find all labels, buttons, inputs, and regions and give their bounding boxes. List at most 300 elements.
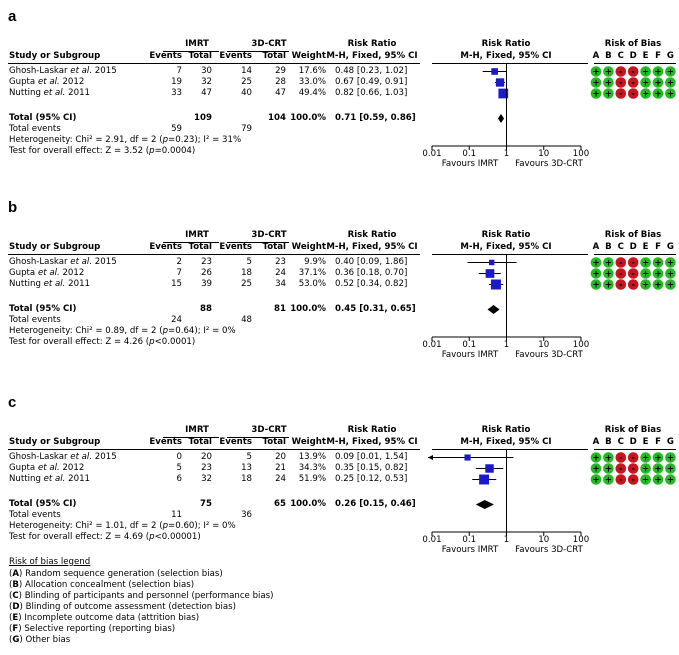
total-label: Total (95% CI) (9, 499, 77, 509)
study-author: Ghosh-Laskar (9, 452, 68, 462)
study-name (9, 279, 90, 290)
axis-tick-label: 0.01 (422, 535, 442, 545)
events-cell: 0 (176, 452, 182, 462)
effect-square (491, 279, 501, 289)
bias-symbol: + (604, 258, 612, 269)
ci-cell: 0.52 [0.34, 0.82] (335, 279, 408, 289)
header-rule (8, 449, 420, 450)
legend-text: Allocation concealment (selection bias) (25, 580, 195, 590)
stat-text: <0.00001) (154, 532, 201, 542)
stat-p: p (162, 135, 169, 145)
events-cell: 18 (241, 474, 252, 484)
axis-tick-label: 1 (503, 535, 510, 545)
header-rule (594, 449, 676, 450)
events-header: Events (149, 51, 182, 61)
legend-text: Incomplete outcome data (attrition bias) (24, 613, 200, 623)
pooled-diamond (476, 500, 494, 509)
total-events-label: Total events (9, 124, 61, 134)
legend-text: Other bias (25, 635, 71, 645)
axis-tick-label: 1 (503, 149, 510, 159)
study-author: Nutting (9, 279, 41, 289)
header-rule (432, 449, 588, 450)
axis-tick-label: 100 (572, 535, 590, 545)
ci-cell: 0.48 [0.23, 1.02] (335, 66, 408, 76)
study-etal: et al. (37, 463, 60, 473)
legend-title: Risk of bias legend (9, 557, 91, 567)
total-cell: 32 (201, 77, 212, 87)
events-cell: 25 (241, 77, 252, 87)
stat-text: <0.0001) (154, 337, 196, 347)
study-year: 2012 (62, 268, 85, 278)
header-rule (8, 254, 420, 255)
study-name (9, 452, 117, 463)
bias-symbol: + (592, 269, 600, 280)
group1-header: IMRT (185, 39, 209, 49)
bias-symbol: + (666, 269, 674, 280)
panel-letter: a (8, 8, 17, 25)
bias-symbol: + (642, 464, 650, 475)
total-weight: 100.0% (290, 304, 326, 314)
bias-letter-header: E (642, 242, 649, 252)
stat-text: Test for overall effect: Z = 4.26 ( (9, 337, 150, 347)
legend-item: (E) Incomplete outcome data (attrition bias) (9, 613, 200, 623)
events-header: Events (219, 437, 252, 447)
total-weight: 100.0% (290, 499, 326, 509)
total-events-label: Total events (9, 315, 61, 325)
rr-sub-header: M-H, Fixed, 95% CI (326, 437, 418, 447)
ci-cell: 0.09 [0.01, 1.54] (335, 452, 408, 462)
stat-p: p (149, 337, 155, 347)
overall-effect-line (9, 532, 201, 543)
total-cell: 104 (268, 113, 286, 123)
total-cell: 28 (275, 77, 286, 87)
favours-left-label: Favours IMRT (441, 545, 499, 555)
study-etal: et al. (37, 268, 60, 278)
plot-header: Risk Ratio (481, 39, 531, 49)
total-cell: 20 (201, 452, 212, 462)
bias-letter-header: A (592, 51, 600, 61)
effect-square (496, 78, 504, 86)
bias-symbol: + (604, 280, 612, 291)
legend-item: (G) Other bias (9, 635, 71, 645)
legend-text: Selective reporting (reporting bias) (24, 624, 176, 634)
favours-left-label: Favours IMRT (441, 350, 499, 360)
total-cell: 23 (201, 257, 212, 267)
axis-tick-label: 100 (572, 340, 590, 350)
axis-tick-label: 0.1 (462, 340, 477, 350)
events-cell: 19 (171, 77, 182, 87)
bias-symbol: - (631, 89, 635, 100)
bias-letter-header: F (655, 242, 661, 252)
study-name (9, 268, 84, 279)
effect-square (485, 464, 493, 472)
bias-symbol: + (592, 475, 600, 486)
study-author: Ghosh-Laskar (9, 66, 68, 76)
bias-symbol: + (666, 280, 674, 291)
bias-letter-header: E (642, 51, 649, 61)
total-cell: 23 (201, 463, 212, 473)
stat-text: Heterogeneity: Chi² = 0.89, df = 2 ( (9, 326, 163, 336)
axis-tick-label: 0.1 (462, 149, 477, 159)
group2-header: 3D-CRT (251, 39, 287, 49)
overall-effect-line (9, 146, 195, 157)
events-cell: 36 (241, 510, 252, 520)
axis-tick-label: 0.01 (422, 149, 442, 159)
total-ci: 0.71 [0.59, 0.86] (335, 113, 416, 123)
bias-letter-header: C (617, 242, 624, 252)
bias-header: Risk of Bias (604, 39, 662, 49)
bias-letter-header: C (617, 51, 624, 61)
favours-left-label: Favours IMRT (441, 159, 499, 169)
total-label: Total (95% CI) (9, 113, 77, 123)
study-name (9, 463, 84, 474)
bias-letter-header: D (629, 242, 637, 252)
stat-text: =0.60); I² = 0% (168, 521, 236, 531)
bias-header: Risk of Bias (604, 230, 662, 240)
bias-symbol: + (654, 67, 662, 78)
study-year: 2011 (68, 279, 91, 289)
legend-text: Random sequence generation (selection bias) (25, 569, 223, 579)
panel-letter: c (8, 394, 17, 411)
rr-sub-header: M-H, Fixed, 95% CI (326, 242, 418, 252)
bias-symbol: + (604, 89, 612, 100)
events-cell: 5 (176, 463, 182, 473)
weight-cell: 9.9% (304, 257, 326, 267)
bias-symbol: + (604, 453, 612, 464)
bias-symbol: + (666, 89, 674, 100)
bias-letter-header: D (629, 437, 637, 447)
bias-symbol: + (642, 78, 650, 89)
events-cell: 11 (171, 510, 182, 520)
header-rule (594, 254, 676, 255)
stat-text: =0.23); I² = 31% (168, 135, 242, 145)
ci-cell: 0.35 [0.15, 0.82] (335, 463, 408, 473)
bias-letter-header: A (592, 437, 600, 447)
bias-symbol: + (642, 67, 650, 78)
bias-symbol: - (631, 258, 635, 269)
bias-symbol: - (631, 475, 635, 486)
study-column-header: Study or Subgroup (9, 242, 101, 252)
study-etal: et al. (43, 474, 66, 484)
total-cell: 109 (194, 113, 212, 123)
favours-right-label: Favours 3D-CRT (515, 159, 583, 169)
effect-square (464, 454, 470, 460)
ci-cell: 0.25 [0.12, 0.53] (335, 474, 408, 484)
total-header: Total (262, 51, 286, 61)
favours-right-label: Favours 3D-CRT (515, 350, 583, 360)
bias-symbol: + (654, 280, 662, 291)
total-cell: 30 (201, 66, 212, 76)
bias-symbol: + (592, 453, 600, 464)
bias-letter-header: G (666, 242, 674, 252)
plot-header: Risk Ratio (481, 425, 531, 435)
stat-p: p (149, 532, 155, 542)
weight-cell: 33.0% (298, 77, 326, 87)
study-name (9, 257, 117, 268)
total-header: Total (262, 242, 286, 252)
events-cell: 79 (241, 124, 252, 134)
legend-key: G (12, 635, 20, 645)
effect-square (479, 475, 489, 485)
legend-text: Blinding of outcome assessment (detection bias) (25, 602, 236, 612)
study-etal: et al. (70, 452, 93, 462)
bias-symbol: + (654, 453, 662, 464)
ci-cell: 0.36 [0.18, 0.70] (335, 268, 408, 278)
weight-cell: 51.9% (298, 474, 326, 484)
events-cell: 13 (241, 463, 252, 473)
weight-cell: 17.6% (298, 66, 326, 76)
study-year: 2011 (68, 88, 91, 98)
bias-letter-header: D (629, 51, 637, 61)
total-cell: 20 (275, 452, 286, 462)
bias-symbol: + (642, 269, 650, 280)
stat-text: Test for overall effect: Z = 4.69 ( (9, 532, 150, 542)
pooled-diamond (498, 114, 504, 123)
weight-cell: 13.9% (298, 452, 326, 462)
legend-key: D (12, 602, 20, 612)
pooled-diamond (488, 305, 500, 314)
weight-cell: 49.4% (298, 88, 326, 98)
bias-symbol: + (642, 453, 650, 464)
legend-item: (F) Selective reporting (reporting bias) (9, 624, 176, 634)
bias-symbol: - (631, 67, 635, 78)
bias-symbol: + (666, 67, 674, 78)
header-rule (8, 63, 420, 64)
study-year: 2012 (62, 77, 85, 87)
study-author: Nutting (9, 474, 41, 484)
group1-header: IMRT (185, 425, 209, 435)
ci-arrow (428, 455, 433, 460)
legend-key: E (12, 613, 19, 623)
total-events-label: Total events (9, 510, 61, 520)
heterogeneity-line (9, 326, 236, 337)
study-etal: et al. (70, 257, 93, 267)
bias-symbol: + (654, 464, 662, 475)
bias-letter-header: B (605, 437, 612, 447)
stat-text: Heterogeneity: Chi² = 1.01, df = 2 ( (9, 521, 163, 531)
events-cell: 24 (171, 315, 182, 325)
bias-symbol: + (666, 464, 674, 475)
events-cell: 7 (176, 66, 182, 76)
bias-symbol: + (654, 269, 662, 280)
total-cell: 65 (274, 499, 286, 509)
legend-item: (B) Allocation concealment (selection bias) (9, 580, 195, 590)
plot-sub-header: M-H, Fixed, 95% CI (460, 437, 552, 447)
bias-symbol: + (592, 258, 600, 269)
legend-item: (A) Random sequence generation (selection bias) (9, 569, 223, 579)
legend-key: C (12, 591, 19, 601)
bias-letter-header: B (605, 242, 612, 252)
study-year: 2015 (94, 257, 117, 267)
plot-sub-header: M-H, Fixed, 95% CI (460, 242, 552, 252)
events-cell: 7 (176, 268, 182, 278)
bias-symbol: + (592, 78, 600, 89)
stat-text: =0.0004) (154, 146, 196, 156)
bias-header: Risk of Bias (604, 425, 662, 435)
axis-tick-label: 10 (538, 149, 550, 159)
bias-symbol: + (604, 269, 612, 280)
total-header: Total (188, 242, 212, 252)
study-author: Ghosh-Laskar (9, 257, 68, 267)
total-header: Total (188, 437, 212, 447)
study-etal: et al. (70, 66, 93, 76)
risk-ratio-header: Risk Ratio (347, 39, 397, 49)
bias-symbol: + (642, 475, 650, 486)
bias-symbol: - (631, 280, 635, 291)
total-header: Total (262, 437, 286, 447)
study-etal: et al. (43, 88, 66, 98)
bias-letter-header: C (617, 437, 624, 447)
stat-p: p (149, 146, 155, 156)
study-name (9, 77, 84, 88)
bias-symbol: + (666, 78, 674, 89)
events-header: Events (149, 437, 182, 447)
study-year: 2015 (94, 452, 117, 462)
heterogeneity-line (9, 135, 241, 146)
bias-symbol: - (631, 78, 635, 89)
bias-symbol: + (592, 464, 600, 475)
events-cell: 2 (176, 257, 182, 267)
events-header: Events (149, 242, 182, 252)
axis-tick-label: 100 (572, 149, 590, 159)
stat-text: Test for overall effect: Z = 3.52 ( (9, 146, 150, 156)
events-cell: 5 (246, 452, 252, 462)
bias-letter-header: E (642, 437, 649, 447)
bias-symbol: + (666, 453, 674, 464)
risk-ratio-header: Risk Ratio (347, 230, 397, 240)
bias-symbol: + (642, 280, 650, 291)
study-year: 2011 (68, 474, 91, 484)
legend-item: (D) Blinding of outcome assessment (detection bias) (9, 602, 236, 612)
bias-symbol: + (666, 475, 674, 486)
axis-tick-label: 0.01 (422, 340, 442, 350)
bias-symbol: - (631, 453, 635, 464)
study-author: Gupta (9, 77, 36, 87)
bias-symbol: - (619, 258, 623, 269)
axis-tick-label: 10 (538, 535, 550, 545)
plot-header: Risk Ratio (481, 230, 531, 240)
effect-square (489, 260, 494, 265)
events-header: Events (219, 242, 252, 252)
bias-letter-header: G (666, 437, 674, 447)
legend-key: F (12, 624, 19, 634)
total-cell: 75 (200, 499, 212, 509)
total-header: Total (188, 51, 212, 61)
bias-letter-header: A (592, 242, 600, 252)
study-year: 2012 (62, 463, 85, 473)
weight-header: Weight (291, 51, 326, 61)
legend-key: A (12, 569, 20, 579)
study-column-header: Study or Subgroup (9, 437, 101, 447)
total-cell: 32 (201, 474, 212, 484)
header-rule (594, 63, 676, 64)
total-ci: 0.26 [0.15, 0.46] (335, 499, 416, 509)
bias-symbol: - (619, 464, 623, 475)
effect-square (491, 68, 498, 75)
study-etal: et al. (43, 279, 66, 289)
stat-p: p (162, 326, 169, 336)
legend-key: B (12, 580, 19, 590)
bias-symbol: + (654, 258, 662, 269)
effect-square (486, 269, 495, 278)
overall-effect-line (9, 337, 195, 348)
bias-symbol: - (619, 453, 623, 464)
events-cell: 18 (241, 268, 252, 278)
bias-letter-header: F (655, 437, 661, 447)
axis-tick-label: 1 (503, 340, 510, 350)
events-cell: 59 (171, 124, 182, 134)
study-author: Gupta (9, 463, 36, 473)
header-rule (432, 254, 588, 255)
total-cell: 47 (201, 88, 212, 98)
legend-text: Blinding of participants and personnel (performance bias) (24, 591, 274, 601)
weight-cell: 34.3% (298, 463, 326, 473)
bias-symbol: - (631, 269, 635, 280)
bias-symbol: + (604, 475, 612, 486)
group2-header: 3D-CRT (251, 230, 287, 240)
bias-letter-header: G (666, 51, 674, 61)
total-cell: 47 (275, 88, 286, 98)
axis-tick-label: 0.1 (462, 535, 477, 545)
axis-tick-label: 10 (538, 340, 550, 350)
bias-symbol: + (654, 89, 662, 100)
bias-symbol: + (592, 89, 600, 100)
bias-symbol: + (592, 280, 600, 291)
events-cell: 33 (171, 88, 182, 98)
events-cell: 6 (176, 474, 182, 484)
ci-cell: 0.40 [0.09, 1.86] (335, 257, 408, 267)
bias-letter-header: F (655, 51, 661, 61)
events-cell: 25 (241, 279, 252, 289)
weight-cell: 37.1% (298, 268, 326, 278)
bias-symbol: + (604, 464, 612, 475)
study-author: Gupta (9, 268, 36, 278)
study-name (9, 474, 90, 485)
heterogeneity-line (9, 521, 236, 532)
study-etal: et al. (37, 77, 60, 87)
total-cell: 88 (200, 304, 212, 314)
events-cell: 5 (246, 257, 252, 267)
total-cell: 26 (201, 268, 212, 278)
study-year: 2015 (94, 66, 117, 76)
bias-symbol: + (654, 78, 662, 89)
study-name (9, 88, 90, 99)
study-name (9, 66, 117, 77)
ci-cell: 0.67 [0.49, 0.91] (335, 77, 408, 87)
total-cell: 39 (201, 279, 212, 289)
total-ci: 0.45 [0.31, 0.65] (335, 304, 416, 314)
stat-text: =0.64); I² = 0% (168, 326, 236, 336)
bias-symbol: - (619, 269, 623, 280)
study-author: Nutting (9, 88, 41, 98)
header-rule (432, 63, 588, 64)
bias-symbol: + (642, 258, 650, 269)
bias-symbol: + (654, 475, 662, 486)
ci-cell: 0.82 [0.66, 1.03] (335, 88, 408, 98)
bias-symbol: - (619, 89, 623, 100)
legend-item: (C) Blinding of participants and personnel (performance bias) (9, 591, 274, 601)
bias-symbol: + (666, 258, 674, 269)
bias-symbol: + (642, 89, 650, 100)
events-cell: 15 (171, 279, 182, 289)
bias-symbol: + (592, 67, 600, 78)
bias-symbol: + (604, 78, 612, 89)
bias-symbol: - (619, 67, 623, 78)
weight-cell: 53.0% (298, 279, 326, 289)
bias-symbol: - (631, 464, 635, 475)
weight-header: Weight (291, 242, 326, 252)
study-column-header: Study or Subgroup (9, 51, 101, 61)
